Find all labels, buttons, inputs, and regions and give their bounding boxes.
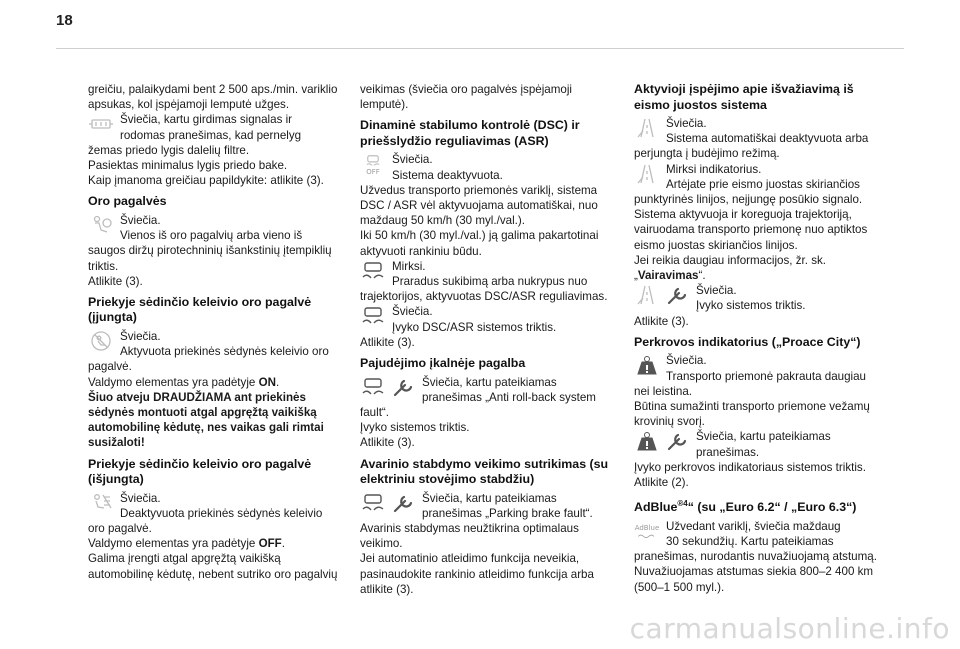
text-line: Aktyvuota priekinės sėdynės keleivio oro bbox=[120, 345, 329, 359]
dsc-skid-icon bbox=[360, 492, 386, 514]
text-line: pranešimas „Parking brake fault“. bbox=[422, 506, 593, 520]
text-line: Jei automatinio atleidimo funkcija neveikia, bbox=[360, 552, 580, 566]
emergency-brake-section bbox=[360, 457, 618, 597]
passenger-airbag-off-icon bbox=[88, 492, 114, 514]
text-line: vairuodama transporto priemonę nuo aptiktos bbox=[634, 223, 868, 237]
passenger-airbag-on-section bbox=[88, 295, 346, 451]
dsc-skid-icon bbox=[360, 305, 386, 327]
text-line: Atlikite (3). bbox=[88, 274, 143, 288]
reference-line: „Vairavimas“. bbox=[634, 269, 706, 283]
text-line: Šviečia. bbox=[666, 117, 707, 130]
text-line: (500–1 500 myl.). bbox=[634, 580, 725, 594]
text-line: Nuvažiuojamas atstumas siekia 800–2 400 km bbox=[634, 565, 874, 579]
wrench-icon bbox=[390, 492, 416, 514]
text-line: Įvyko perkrovos indikatoriaus sistemos triktis. bbox=[634, 460, 866, 474]
text-line: Galima įrengti atgal apgręžtą vaikišką bbox=[88, 552, 281, 566]
text-line: Kaip įmanoma greičiau papildykite: atlikite (3). bbox=[88, 174, 324, 188]
text-line: Šviečia, kartu pateikiamas bbox=[422, 491, 557, 505]
page-number: 18 bbox=[56, 12, 73, 29]
lane-departure-icon bbox=[634, 163, 660, 185]
text-line: Šviečia. bbox=[666, 354, 707, 368]
text-line: maždaug 50 km/h (30 myl./val.). bbox=[360, 214, 525, 228]
text-line: Šviečia, kartu pateikiamas bbox=[422, 375, 557, 389]
warning-text: Šiuo atveju DRAUDŽIAMA ant priekinės sėdynės montuoti atgal apgręžtą vaikišką automobilinę kėdutę, nes vaikas gali rimtai susižaloti! bbox=[88, 390, 324, 450]
text-line: Įvyko sistemos triktis. bbox=[696, 299, 806, 313]
filter-additive-section bbox=[88, 82, 346, 188]
text-line: DSC / ASR vėl aktyvuojama automatiškai, nuo bbox=[360, 199, 598, 213]
column-1 bbox=[88, 82, 346, 588]
text-line: Šviečia, kartu girdimas signalas ir bbox=[120, 113, 293, 127]
wrench-icon bbox=[664, 430, 690, 452]
overload-weight-icon bbox=[634, 354, 660, 376]
text-line: Šviečia. bbox=[120, 329, 161, 343]
section-title: Perkrovos indikatorius („Proace City“) bbox=[634, 334, 861, 349]
text-line: atlikite (3). bbox=[360, 582, 414, 596]
text-line: Šviečia. bbox=[696, 284, 737, 298]
text-line: Sistema deaktyvuota. bbox=[392, 168, 503, 182]
text-line: Šviečia. bbox=[120, 213, 161, 227]
text-line: punktyrinės linijos, neįjungę posūkio signalo. bbox=[634, 193, 863, 207]
text-line: rodomas pranešimas, kad pernelyg bbox=[120, 128, 302, 142]
text-line: Įvyko sistemos triktis. bbox=[360, 421, 470, 435]
lane-departure-icon bbox=[634, 117, 660, 139]
adblue-icon: AdBlue bbox=[634, 520, 660, 544]
text-line: Atlikite (2). bbox=[634, 475, 689, 489]
text-line: Įvyko DSC/ASR sistemos triktis. bbox=[392, 320, 557, 334]
section-title: Aktyvioji įspėjimo apie išvažiavimą iš eismo juostos sistema bbox=[634, 82, 854, 112]
text-line: trajektorijos, aktyvuotas DSC/ASR reguliavimas. bbox=[360, 290, 608, 304]
text-line: Jei reikia daugiau informacijos, žr. sk. bbox=[634, 253, 827, 267]
text-line: Sistema aktyvuoja ir koreguoja trajektoriją, bbox=[634, 208, 852, 222]
text-line: 30 sekundžių. Kartu pateikiamas bbox=[666, 535, 834, 548]
text-line: pagalvė. bbox=[88, 360, 132, 374]
airbag-icon bbox=[88, 214, 114, 236]
dsc-skid-icon bbox=[360, 376, 386, 398]
text-line: Vienos iš oro pagalvių arba vieno iš bbox=[120, 229, 303, 243]
dsc-off-icon: OFF bbox=[360, 153, 386, 177]
text-line: Užvedus transporto priemonės variklį, sistema bbox=[360, 183, 598, 197]
column-2 bbox=[360, 82, 618, 603]
text-line: triktis. bbox=[88, 259, 119, 273]
text-line: Sistema automatiškai deaktyvuota arba bbox=[666, 132, 869, 146]
adblue-section bbox=[634, 496, 892, 595]
overload-weight-icon bbox=[634, 430, 660, 452]
continued-text bbox=[360, 82, 618, 112]
wrench-icon bbox=[390, 376, 416, 398]
text-line: Pasiektas minimalus lygis priedo bake. bbox=[88, 159, 288, 173]
text-line: krovinių svorį. bbox=[634, 415, 705, 429]
text-line: Šviečia. bbox=[392, 153, 433, 167]
text-line: pranešimas. bbox=[696, 445, 760, 459]
control-position-line: Valdymo elementas yra padėtyje OFF. bbox=[88, 537, 285, 551]
text-line: aktyvuoti rankiniu būdu. bbox=[360, 244, 482, 258]
text-line: oro pagalvė. bbox=[88, 521, 152, 535]
text-line: Šviečia. bbox=[120, 491, 161, 505]
column-3 bbox=[634, 82, 892, 601]
text-line: Šviečia. bbox=[392, 305, 433, 319]
text-line: Šviečia, kartu pateikiamas bbox=[696, 430, 831, 444]
text-line: apsukas, kol įspėjamoji lemputė užges. bbox=[88, 98, 290, 112]
section-title: Dinaminė stabilumo kontrolė (DSC) ir priešslydžio reguliavimas (ASR) bbox=[360, 118, 580, 148]
text-line: veikimo. bbox=[360, 537, 403, 551]
lane-departure-section bbox=[634, 82, 892, 329]
section-title: Priekyje sėdinčio keleivio oro pagalvė (išjungta) bbox=[88, 456, 312, 487]
dsc-skid-icon bbox=[360, 260, 386, 282]
section-title: Priekyje sėdinčio keleivio oro pagalvė (įjungta) bbox=[88, 294, 312, 325]
text-line: Mirksi indikatorius. bbox=[666, 162, 762, 176]
airbags-section bbox=[88, 194, 346, 289]
text-line: Mirksi. bbox=[392, 259, 426, 273]
lane-departure-icon bbox=[634, 284, 660, 306]
particle-filter-icon bbox=[88, 113, 114, 135]
text-line: Būtina sumažinti transporto priemone vežamų bbox=[634, 399, 870, 413]
control-position-line: Valdymo elementas yra padėtyje ON. bbox=[88, 375, 280, 389]
text-line: Transporto priemonė pakrauta daugiau bbox=[666, 369, 867, 383]
text-line: fault“. bbox=[360, 405, 389, 419]
text-line: pasinaudokite rankinio atleidimo funkcija arba bbox=[360, 567, 594, 581]
text-line: pranešimas, nurodantis nuvažiuojamą atstumą. bbox=[634, 550, 877, 564]
dsc-asr-section bbox=[360, 118, 618, 350]
text-line: lemputė). bbox=[360, 98, 409, 112]
section-title: Pajudėjimo įkalnėje pagalba bbox=[360, 356, 526, 371]
wrench-icon bbox=[664, 284, 690, 306]
text-line: žemas priedo lygis dalelių filtre. bbox=[88, 143, 250, 157]
watermark: carmanualsonline.info bbox=[629, 612, 950, 645]
passenger-airbag-off-section bbox=[88, 457, 346, 582]
section-title: AdBlue$^{®4}$“ (su „Euro 6.2“ / „Euro 6.3“) bbox=[634, 499, 857, 515]
text-line: saugos diržų pirotechninių išankstinių įtempiklių bbox=[88, 244, 332, 258]
text-line: pranešimas „Anti roll-back system bbox=[422, 390, 596, 404]
text-line: Atlikite (3). bbox=[634, 314, 689, 328]
header-divider bbox=[56, 48, 904, 49]
text-line: Užvedant variklį, šviečia maždaug bbox=[666, 519, 841, 533]
text-line: Artėjate prie eismo juostas skiriančios bbox=[666, 177, 860, 191]
text-line: eismo juostas skiriančios linijos. bbox=[634, 238, 798, 252]
text-line: Avarinis stabdymas neužtikrina optimalaus bbox=[360, 521, 579, 535]
hill-assist-section bbox=[360, 356, 618, 451]
text-line: perjungta į budėjimo režimą. bbox=[634, 147, 780, 161]
text-line: Atlikite (3). bbox=[360, 335, 415, 349]
section-title: Avarinio stabdymo veikimo sutrikimas (su elektriniu stovėjimo stabdžiu) bbox=[360, 456, 609, 487]
passenger-airbag-on-icon bbox=[88, 330, 114, 352]
text-line: Praradus sukibimą arba nukrypus nuo bbox=[392, 275, 588, 289]
text-line: automobilinę kėdutę, nebent sutriko oro pagalvių bbox=[88, 567, 338, 581]
text-line: Atlikite (3). bbox=[360, 436, 415, 450]
section-title: Oro pagalvės bbox=[88, 194, 167, 209]
text-line: veikimas (šviečia oro pagalvės įspėjamoji bbox=[360, 83, 572, 96]
text-line: Deaktyvuota priekinės sėdynės keleivio bbox=[120, 506, 323, 520]
overload-section bbox=[634, 335, 892, 490]
text-line: nei leistina. bbox=[634, 384, 693, 398]
text-line: Iki 50 km/h (30 myl./val.) ją galima pakartotinai bbox=[360, 229, 599, 243]
text-line: greičiu, palaikydami bent 2 500 aps./min. variklio bbox=[88, 83, 338, 96]
